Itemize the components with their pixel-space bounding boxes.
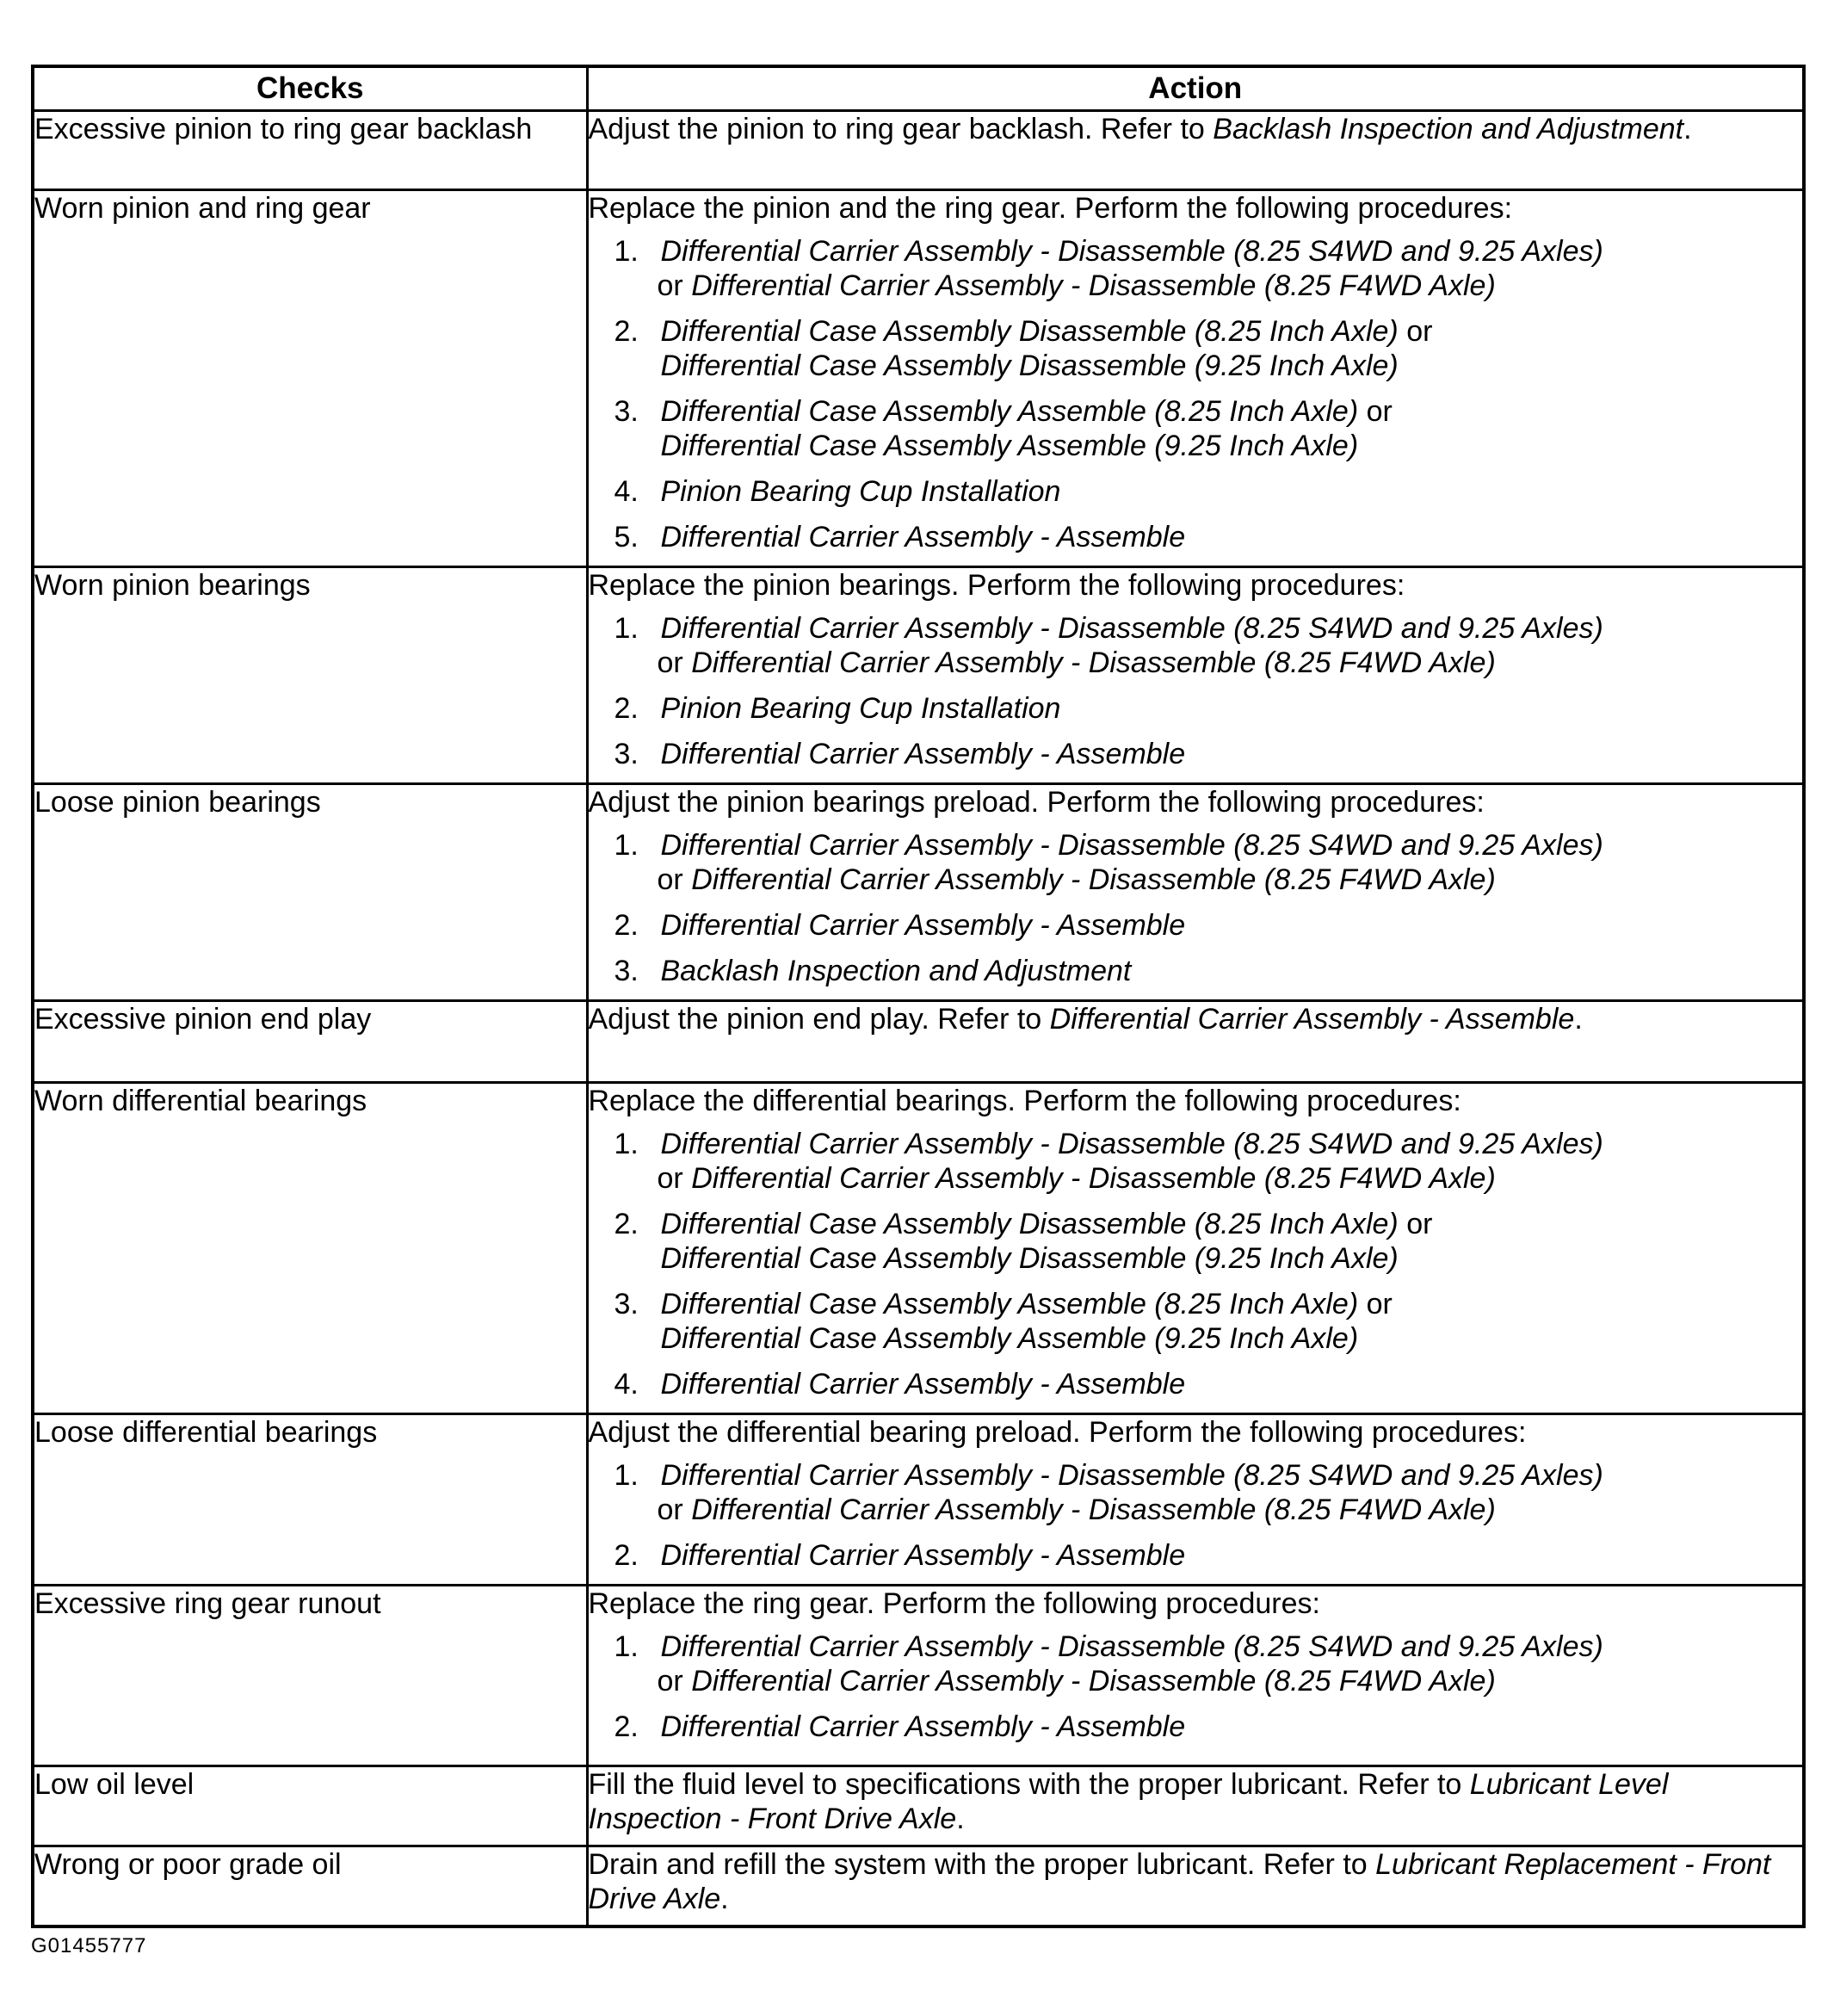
procedure-step	[589, 1127, 1803, 1196]
header-checks: Checks	[33, 66, 587, 111]
action-intro-text: Drain and refill the system with the proper lubricant. Refer to	[588, 1848, 1376, 1881]
procedure-reference: Differential Carrier Assembly - Disassemble (8.25 S4WD and 9.25 Axles)	[660, 235, 1603, 268]
check-cell: Worn pinion bearings	[33, 567, 587, 784]
procedure-reference-alt: Differential Carrier Assembly - Disassemble (8.25 F4WD Axle)	[691, 646, 1496, 679]
step-second-line	[658, 1664, 1803, 1698]
action-intro-end: .	[956, 1803, 965, 1835]
table-header-row	[33, 66, 1804, 111]
table-row	[33, 1586, 1804, 1766]
action-intro-text: Fill the fluid level to specifications with the proper lubricant. Refer to	[588, 1768, 1470, 1801]
check-cell: Excessive pinion to ring gear backlash	[33, 111, 587, 190]
action-intro-text: Adjust the differential bearing preload. Perform the following procedures:	[588, 1416, 1527, 1449]
step-second-line	[658, 269, 1803, 303]
action-intro-text: Adjust the pinion bearings preload. Perform the following procedures:	[588, 786, 1485, 819]
step-second-line	[661, 1241, 1803, 1276]
action-cell	[587, 1766, 1804, 1846]
procedure-step	[589, 737, 1803, 771]
step-number: 1.	[614, 1630, 639, 1663]
step-number: 1.	[614, 235, 639, 268]
procedure-list	[589, 1629, 1803, 1744]
procedure-reference: Differential Case Assembly Assemble (8.25 Inch Axle)	[660, 395, 1359, 428]
table-row	[33, 1083, 1804, 1414]
check-cell: Excessive ring gear runout	[33, 1586, 587, 1766]
procedure-reference: Differential Carrier Assembly - Assemble	[660, 1710, 1186, 1743]
procedure-list	[589, 611, 1803, 771]
action-intro-text: Replace the differential bearings. Perform the following procedures:	[588, 1085, 1461, 1117]
procedure-step	[589, 1629, 1803, 1698]
step-second-line	[658, 1493, 1803, 1527]
step-second-line	[658, 1161, 1803, 1196]
action-cell	[587, 190, 1804, 567]
step-or-connector: or	[657, 863, 683, 896]
action-intro	[589, 1415, 1803, 1450]
action-intro	[589, 1002, 1803, 1036]
procedure-reference: Differential Case Assembly Disassemble (8.25 Inch Axle)	[660, 315, 1399, 348]
step-number: 3.	[614, 955, 639, 987]
procedure-reference: Differential Carrier Assembly - Assemble	[660, 1368, 1186, 1401]
check-cell: Low oil level	[33, 1766, 587, 1846]
procedure-step	[589, 1458, 1803, 1527]
procedure-step	[589, 1367, 1803, 1401]
check-cell: Worn differential bearings	[33, 1083, 587, 1414]
table-row	[33, 567, 1804, 784]
procedure-reference: Pinion Bearing Cup Installation	[660, 692, 1061, 725]
procedure-reference-link: Differential Carrier Assembly - Assemble	[1049, 1003, 1575, 1036]
check-cell: Loose differential bearings	[33, 1414, 587, 1586]
procedure-reference: Differential Carrier Assembly - Assemble	[660, 909, 1186, 942]
step-number: 2.	[614, 909, 639, 942]
step-or-connector: or	[1366, 1288, 1393, 1320]
action-intro-end: .	[1574, 1003, 1583, 1036]
action-intro-text: Replace the pinion bearings. Perform the following procedures:	[588, 569, 1405, 602]
procedure-step	[589, 1287, 1803, 1356]
procedure-reference-alt: Differential Case Assembly Disassemble (9.25 Inch Axle)	[660, 1242, 1399, 1275]
procedure-step	[589, 954, 1803, 988]
procedure-list	[589, 234, 1803, 554]
table-body	[33, 111, 1804, 1927]
action-cell	[587, 1414, 1804, 1586]
step-number: 1.	[614, 1128, 639, 1160]
procedure-list	[589, 1458, 1803, 1573]
procedure-list	[589, 828, 1803, 988]
procedure-reference-link: Backlash Inspection and Adjustment	[1213, 113, 1684, 145]
figure-id: G01455777	[31, 1934, 147, 1957]
procedure-reference-alt: Differential Case Assembly Assemble (9.25 Inch Axle)	[660, 430, 1359, 462]
table-row	[33, 1766, 1804, 1846]
action-intro	[589, 568, 1803, 603]
diagnostic-table	[31, 65, 1806, 1928]
step-number: 2.	[614, 315, 639, 348]
procedure-list	[589, 1127, 1803, 1401]
procedure-reference: Differential Carrier Assembly - Assemble	[660, 1539, 1186, 1572]
action-intro	[589, 1586, 1803, 1621]
procedure-reference-link: Lubricant Replacement - Front Drive Axle	[588, 1848, 1771, 1915]
action-intro-end: .	[720, 1883, 729, 1915]
procedure-reference: Differential Carrier Assembly - Disassemble (8.25 S4WD and 9.25 Axles)	[660, 829, 1603, 862]
action-cell	[587, 1586, 1804, 1766]
step-or-connector: or	[657, 269, 683, 302]
procedure-reference-alt: Differential Carrier Assembly - Disassemble (8.25 F4WD Axle)	[691, 1493, 1496, 1526]
action-intro	[589, 191, 1803, 226]
procedure-reference: Differential Carrier Assembly - Assemble	[660, 521, 1186, 553]
step-or-connector: or	[657, 1493, 683, 1526]
action-intro-text: Replace the pinion and the ring gear. Perform the following procedures:	[588, 192, 1513, 225]
action-intro	[589, 785, 1803, 819]
procedure-reference-alt: Differential Carrier Assembly - Disassemble (8.25 F4WD Axle)	[691, 1162, 1496, 1195]
procedure-reference: Differential Case Assembly Assemble (8.25 Inch Axle)	[660, 1288, 1359, 1320]
table-row	[33, 190, 1804, 567]
step-or-connector: or	[1406, 315, 1433, 348]
procedure-step	[589, 908, 1803, 943]
step-or-connector: or	[657, 1162, 683, 1195]
procedure-reference: Differential Carrier Assembly - Disassemble (8.25 S4WD and 9.25 Axles)	[660, 1630, 1603, 1663]
procedure-step	[589, 828, 1803, 897]
step-or-connector: or	[1366, 395, 1393, 428]
procedure-reference-alt: Differential Case Assembly Disassemble (9.25 Inch Axle)	[660, 349, 1399, 382]
procedure-step	[589, 234, 1803, 303]
procedure-reference: Differential Carrier Assembly - Disassemble (8.25 S4WD and 9.25 Axles)	[660, 612, 1603, 645]
action-cell	[587, 784, 1804, 1001]
procedure-step	[589, 1538, 1803, 1573]
procedure-reference: Pinion Bearing Cup Installation	[660, 475, 1061, 508]
action-intro	[589, 112, 1803, 146]
step-second-line	[661, 1321, 1803, 1356]
action-cell	[587, 1846, 1804, 1927]
step-second-line	[658, 863, 1803, 897]
procedure-reference: Differential Carrier Assembly - Disassemble (8.25 S4WD and 9.25 Axles)	[660, 1459, 1603, 1492]
action-intro	[589, 1767, 1803, 1836]
step-number: 1.	[614, 1459, 639, 1492]
step-number: 4.	[614, 1368, 639, 1401]
step-number: 5.	[614, 521, 639, 553]
step-or-connector: or	[657, 646, 683, 679]
table-row	[33, 1414, 1804, 1586]
procedure-reference: Differential Carrier Assembly - Assemble	[660, 738, 1186, 770]
step-number: 4.	[614, 475, 639, 508]
diagnostic-table-container	[31, 65, 1802, 1928]
action-cell	[587, 1001, 1804, 1083]
step-number: 2.	[614, 1710, 639, 1743]
table-row	[33, 111, 1804, 190]
check-cell: Wrong or poor grade oil	[33, 1846, 587, 1927]
step-second-line	[661, 349, 1803, 383]
procedure-step	[589, 1710, 1803, 1744]
check-cell: Loose pinion bearings	[33, 784, 587, 1001]
step-second-line	[658, 646, 1803, 680]
procedure-reference: Backlash Inspection and Adjustment	[660, 955, 1132, 987]
procedure-step	[589, 394, 1803, 463]
action-intro-text: Replace the ring gear. Perform the following procedures:	[588, 1587, 1320, 1620]
procedure-reference-alt: Differential Carrier Assembly - Disassemble (8.25 F4WD Axle)	[691, 863, 1496, 896]
procedure-step	[589, 691, 1803, 726]
header-action: Action	[587, 66, 1804, 111]
action-intro-end: .	[1683, 113, 1692, 145]
table-row	[33, 1001, 1804, 1083]
table-row	[33, 1846, 1804, 1927]
action-intro	[589, 1847, 1803, 1916]
procedure-reference-alt: Differential Case Assembly Assemble (9.25 Inch Axle)	[660, 1322, 1359, 1355]
action-cell	[587, 111, 1804, 190]
procedure-reference-alt: Differential Carrier Assembly - Disassemble (8.25 F4WD Axle)	[691, 1665, 1496, 1698]
step-number: 2.	[614, 1208, 639, 1240]
procedure-step	[589, 314, 1803, 383]
action-cell	[587, 1083, 1804, 1414]
table-row	[33, 784, 1804, 1001]
procedure-step	[589, 611, 1803, 680]
procedure-reference: Differential Case Assembly Disassemble (8.25 Inch Axle)	[660, 1208, 1399, 1240]
action-intro-text: Adjust the pinion end play. Refer to	[588, 1003, 1050, 1036]
procedure-step	[589, 520, 1803, 554]
step-or-connector: or	[657, 1665, 683, 1698]
action-intro-text: Adjust the pinion to ring gear backlash. Refer to	[588, 113, 1214, 145]
step-number: 1.	[614, 612, 639, 645]
action-cell	[587, 567, 1804, 784]
step-second-line	[661, 429, 1803, 463]
action-intro	[589, 1084, 1803, 1118]
step-number: 3.	[614, 738, 639, 770]
procedure-reference-alt: Differential Carrier Assembly - Disassemble (8.25 F4WD Axle)	[691, 269, 1496, 302]
procedure-reference-link: Lubricant Level Inspection - Front Drive Axle	[588, 1768, 1669, 1835]
procedure-step	[589, 474, 1803, 509]
procedure-step	[589, 1207, 1803, 1276]
step-number: 2.	[614, 692, 639, 725]
step-or-connector: or	[1406, 1208, 1433, 1240]
step-number: 3.	[614, 395, 639, 428]
procedure-reference: Differential Carrier Assembly - Disassemble (8.25 S4WD and 9.25 Axles)	[660, 1128, 1603, 1160]
check-cell: Worn pinion and ring gear	[33, 190, 587, 567]
step-number: 3.	[614, 1288, 639, 1320]
step-number: 2.	[614, 1539, 639, 1572]
step-number: 1.	[614, 829, 639, 862]
check-cell: Excessive pinion end play	[33, 1001, 587, 1083]
